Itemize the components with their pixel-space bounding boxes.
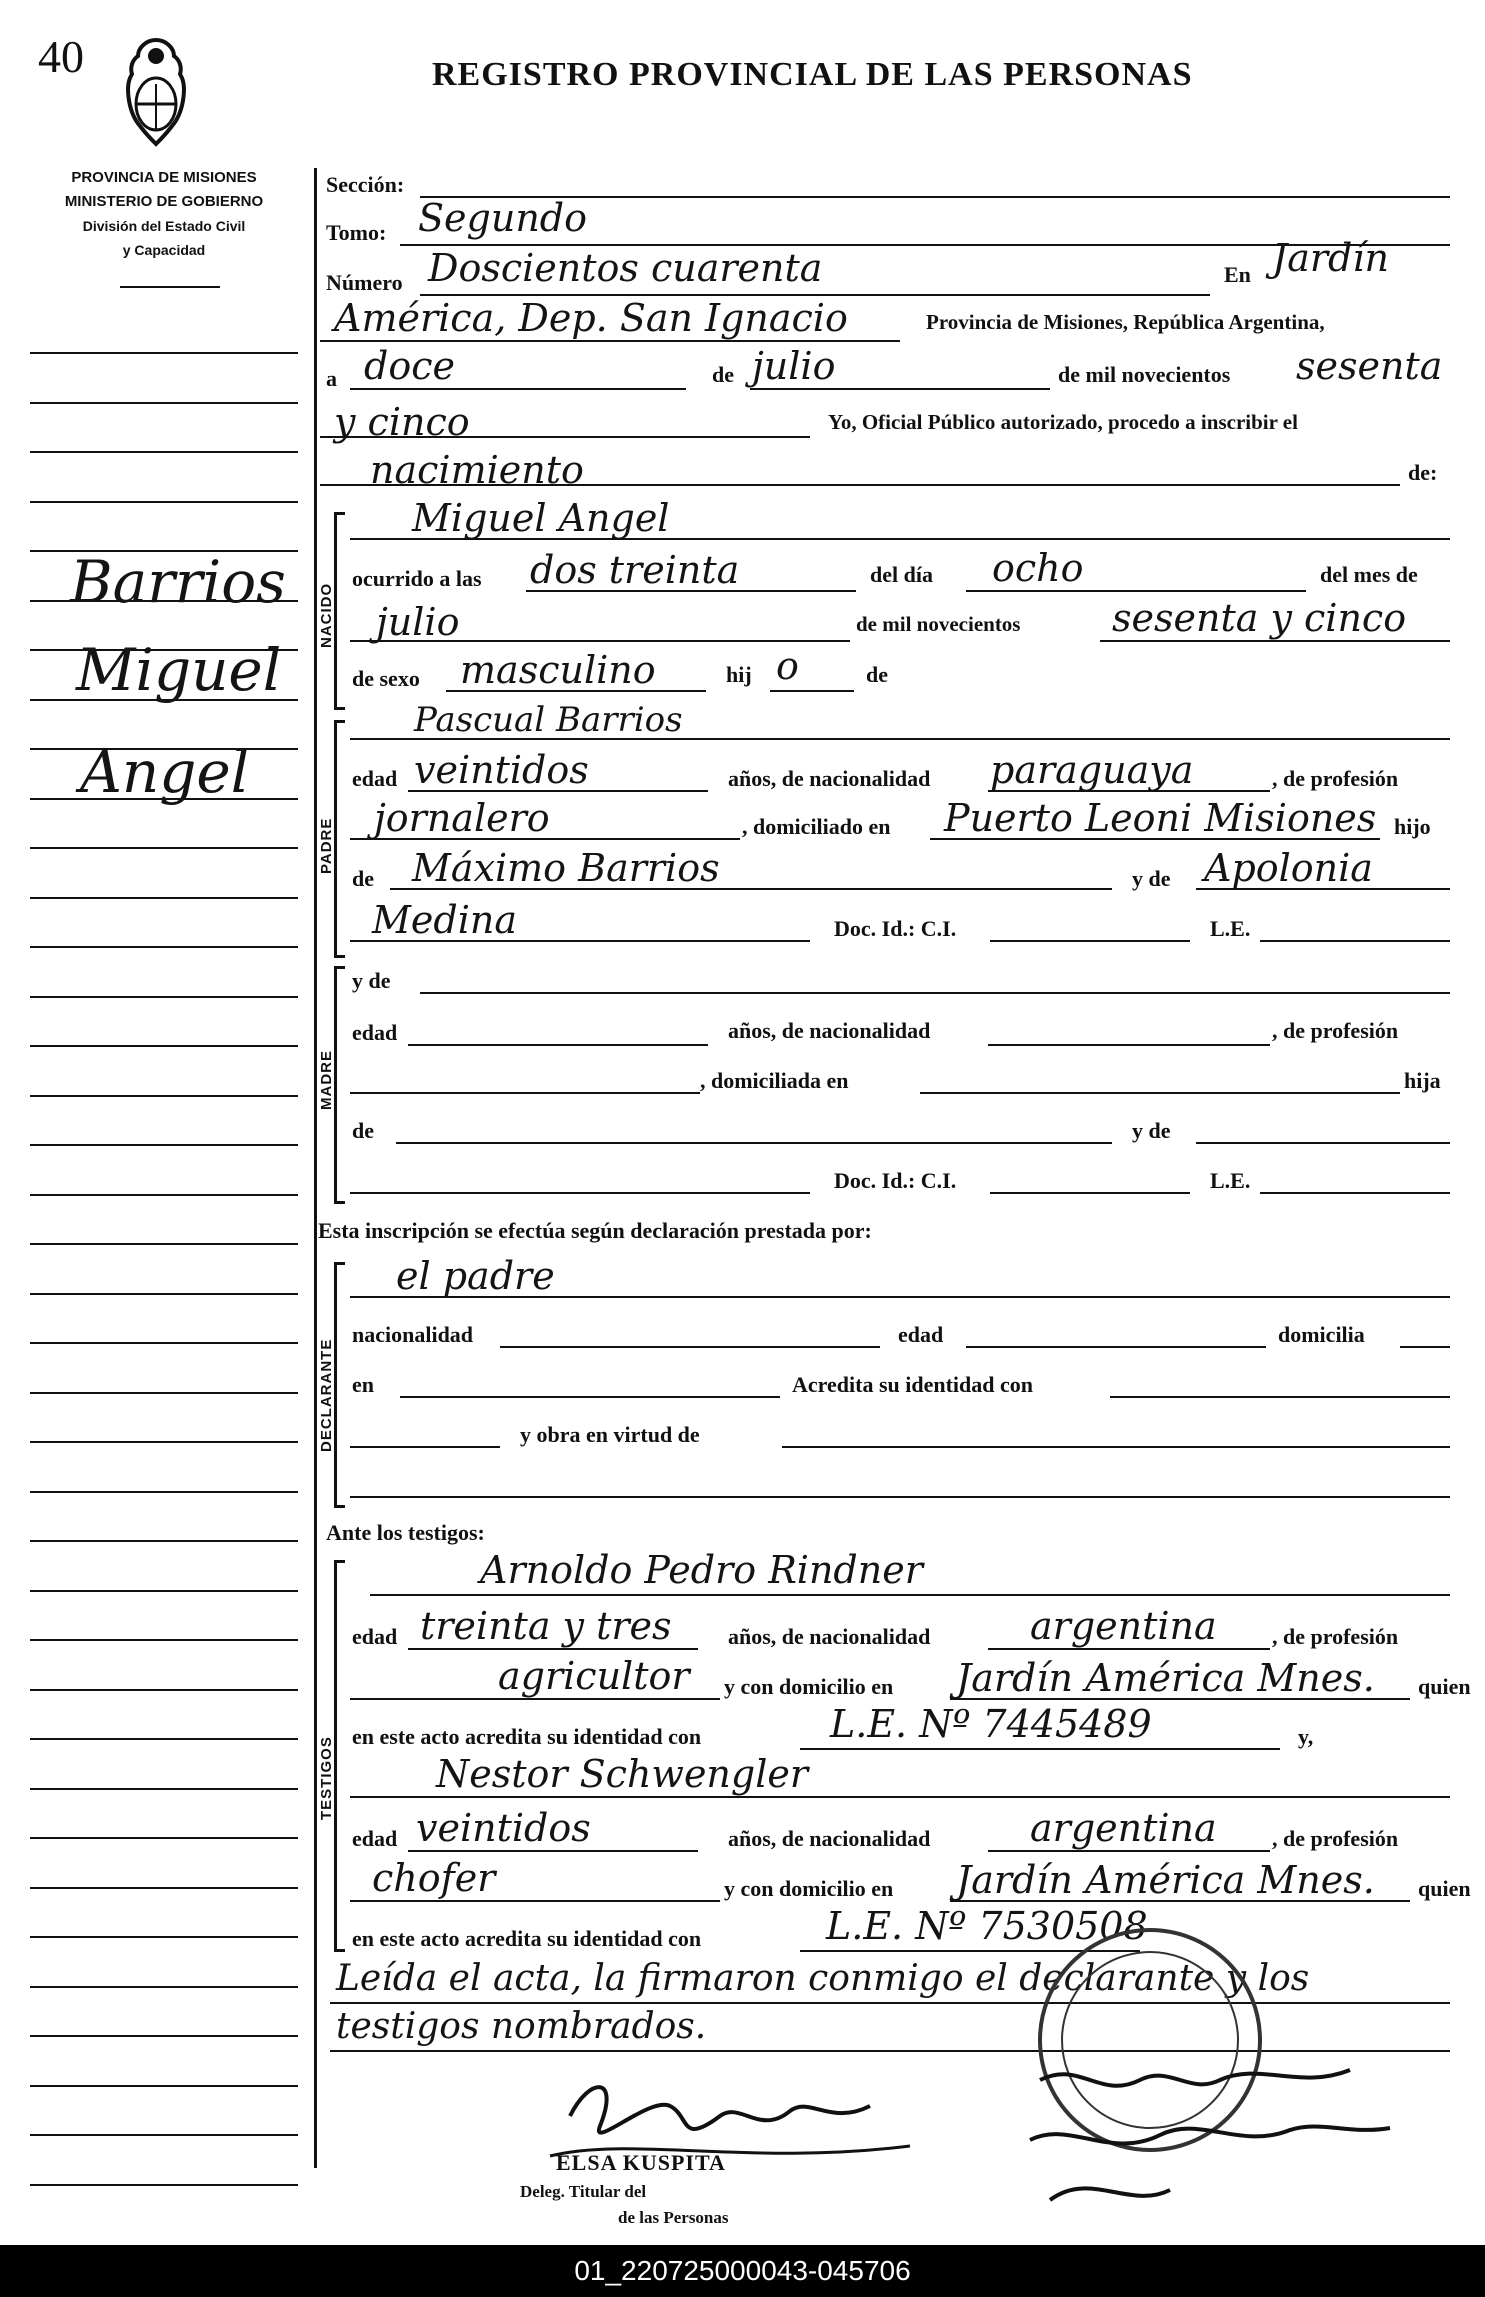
nacido-nombre-line bbox=[350, 538, 1450, 540]
margin-ruled-line bbox=[30, 1540, 298, 1542]
madre-le-label: L.E. bbox=[1210, 1168, 1251, 1193]
margin-ruled-line bbox=[30, 2035, 298, 2037]
margin-ruled-line bbox=[30, 897, 298, 899]
en-label: En bbox=[1224, 262, 1251, 287]
declarante-obra-label: y obra en virtud de bbox=[520, 1422, 700, 1447]
testigo-2-nac-label: años, de nacionalidad bbox=[728, 1826, 931, 1851]
abuela-1-value: Apolonia bbox=[1204, 846, 1373, 890]
margin-ruled-line bbox=[30, 1095, 298, 1097]
divider bbox=[120, 286, 220, 288]
nacido-dia-value: ocho bbox=[992, 546, 1084, 590]
testigo-2-prof: chofer bbox=[372, 1856, 496, 1900]
de-colon-label: de: bbox=[1408, 460, 1438, 485]
margin-ruled-line bbox=[30, 1491, 298, 1493]
declarante-dom-line bbox=[1400, 1346, 1450, 1348]
margin-ruled-line bbox=[30, 1243, 298, 1245]
padre-y-de-label: y de bbox=[1132, 866, 1171, 891]
org-line: MINISTERIO DE GOBIERNO bbox=[64, 193, 264, 210]
madre-abuela-2-line bbox=[350, 1192, 810, 1194]
testigo-2-quien-label: quien bbox=[1418, 1876, 1471, 1901]
dia-line bbox=[350, 388, 686, 390]
testigo-2-acredita-label: en este acto acredita su identidad con bbox=[352, 1926, 702, 1951]
seccion-label: Sección: bbox=[326, 172, 405, 197]
testigo-1-prof-label: , de profesión bbox=[1272, 1624, 1399, 1649]
declarante-obra-line bbox=[782, 1446, 1450, 1448]
declarante-en-line bbox=[400, 1396, 780, 1398]
anio-2-value: y cinco bbox=[334, 400, 470, 444]
abuelo-line bbox=[390, 888, 1112, 890]
padre-doc-line bbox=[990, 940, 1190, 942]
padre-de-label: de bbox=[352, 866, 374, 891]
document-title: REGISTRO PROVINCIAL DE LAS PERSONAS bbox=[432, 56, 1193, 93]
page-number: 40 bbox=[38, 31, 84, 82]
mil-novecientos-text: de mil novecientos bbox=[1058, 362, 1231, 387]
testigo-2-edad-line bbox=[408, 1850, 698, 1852]
madre-prof-line bbox=[350, 1092, 700, 1094]
testigo-1-edad-line bbox=[408, 1648, 698, 1650]
madre-section-label: MADRE bbox=[318, 1050, 335, 1110]
org-line: División del Estado Civil bbox=[82, 218, 246, 234]
madre-de-label: de bbox=[352, 1118, 374, 1143]
padre-bracket bbox=[334, 720, 345, 958]
margin-ruled-line bbox=[30, 402, 298, 404]
margin-ruled-line bbox=[30, 2134, 298, 2136]
hora-line bbox=[526, 590, 856, 592]
madre-doc-label: Doc. Id.: C.I. bbox=[834, 1168, 957, 1193]
padre-profesion-value: jornalero bbox=[374, 796, 550, 840]
margin-ruled-line bbox=[30, 1788, 298, 1790]
mes-value: julio bbox=[752, 344, 836, 388]
testigo-2-dom: Jardín América Mnes. bbox=[956, 1858, 1375, 1902]
madre-doc-line bbox=[990, 1192, 1190, 1194]
testigo-1-doc: L.E. Nº 7445489 bbox=[830, 1702, 1152, 1746]
testigo-2-doc: L.E. Nº 7530508 bbox=[826, 1904, 1148, 1948]
lugar-line bbox=[320, 340, 900, 342]
declarante-bracket bbox=[334, 1262, 345, 1508]
mes-line bbox=[750, 388, 1050, 390]
madre-dom-label: , domiciliada en bbox=[700, 1068, 849, 1093]
hij-value: o bbox=[776, 644, 799, 688]
padre-doc-label: Doc. Id.: C.I. bbox=[834, 916, 957, 941]
del-dia-label: del día bbox=[870, 562, 933, 587]
padre-section-label: PADRE bbox=[318, 817, 335, 874]
madre-edad-label: edad bbox=[352, 1020, 398, 1045]
declarante-nombre-line bbox=[350, 1296, 1450, 1298]
madre-edad-line bbox=[408, 1044, 708, 1046]
coat-of-arms-icon bbox=[122, 34, 190, 152]
margin-ruled-line bbox=[30, 1936, 298, 1938]
nacido-mil-label: de mil novecientos bbox=[856, 612, 1021, 636]
testigo-1-nac: argentina bbox=[1030, 1604, 1217, 1648]
madre-y-de-2-label: y de bbox=[1132, 1118, 1171, 1143]
nacido-anio-line bbox=[1100, 640, 1450, 642]
hij-label: hij bbox=[726, 662, 752, 687]
testigo-2-nombre: Nestor Schwengler bbox=[436, 1752, 809, 1796]
margin-ruled-line bbox=[30, 1045, 298, 1047]
madre-abuelo-line bbox=[396, 1142, 1112, 1144]
anio-line bbox=[320, 436, 810, 438]
testigo-2-edad-label: edad bbox=[352, 1826, 398, 1851]
madre-dom-line bbox=[920, 1092, 1400, 1094]
lugar-2-value: América, Dep. San Ignacio bbox=[334, 296, 848, 340]
org-line: PROVINCIA DE MISIONES bbox=[71, 169, 257, 186]
issuing-office bbox=[30, 166, 298, 262]
margin-ruled-line bbox=[30, 2184, 298, 2186]
margin-ruled-line bbox=[30, 1837, 298, 1839]
testigo-1-dom-line bbox=[950, 1698, 1410, 1700]
abuelo-value: Máximo Barrios bbox=[412, 846, 720, 890]
margin-second-name: Angel bbox=[80, 738, 250, 806]
testigo-2-nac-line bbox=[988, 1850, 1270, 1852]
de-label: de bbox=[712, 362, 734, 387]
margin-ruled-line bbox=[30, 352, 298, 354]
margin-first-name: Miguel bbox=[76, 636, 282, 704]
cierre-linea-1: Leída el acta, la firmaron conmigo el declarante y los bbox=[336, 1958, 1310, 1999]
margin-ruled-line bbox=[30, 1342, 298, 1344]
padre-nombre: Pascual Barrios bbox=[414, 700, 683, 740]
nacido-dia-line bbox=[966, 590, 1306, 592]
margin-ruled-line bbox=[30, 1590, 298, 1592]
margin-ruled-line bbox=[30, 1293, 298, 1295]
declarante-edad-label: edad bbox=[898, 1322, 944, 1347]
padre-dom-line bbox=[930, 838, 1380, 840]
testigo-1-dom-label: y con domicilio en bbox=[724, 1674, 894, 1699]
declarante-acredita-line bbox=[1110, 1396, 1450, 1398]
testigo-1-nombre: Arnoldo Pedro Rindner bbox=[480, 1548, 923, 1592]
officer-name: ELSA KUSPITA bbox=[556, 2150, 726, 2175]
a-label: a bbox=[326, 366, 337, 391]
margin-ruled-line bbox=[30, 1639, 298, 1641]
nacido-mes-line bbox=[350, 640, 850, 642]
oficial-text: Yo, Oficial Público autorizado, procedo a inscribir el bbox=[828, 410, 1298, 434]
numero-value: Doscientos cuarenta bbox=[428, 246, 823, 290]
testigo-1-nombre-line bbox=[370, 1594, 1450, 1596]
testigos-section-label: TESTIGOS bbox=[318, 1736, 335, 1820]
madre-abuela-line bbox=[1196, 1142, 1450, 1144]
lugar-1-value: Jardín bbox=[1272, 236, 1390, 280]
declarante-edad-line bbox=[966, 1346, 1266, 1348]
abuela-line bbox=[1196, 888, 1450, 890]
sexo-value: masculino bbox=[460, 648, 656, 692]
org-line: y Capacidad bbox=[122, 242, 206, 258]
margin-ruled-line bbox=[30, 1738, 298, 1740]
padre-nac-label: años, de nacionalidad bbox=[728, 766, 931, 791]
nacido-bracket bbox=[334, 512, 345, 710]
margin-ruled-line bbox=[30, 996, 298, 998]
ocurrido-label: ocurrido a las bbox=[352, 566, 482, 591]
testigo-2-nac: argentina bbox=[1030, 1806, 1217, 1850]
madre-bracket bbox=[334, 966, 345, 1204]
padre-edad-line bbox=[408, 790, 708, 792]
margin-ruled-line bbox=[30, 1392, 298, 1394]
margin-ruled-line bbox=[30, 1441, 298, 1443]
document-id-bar: 01_220725000043-045706 bbox=[0, 2245, 1485, 2297]
tomo-value: Segundo bbox=[418, 196, 587, 240]
padre-nacionalidad-value: paraguaya bbox=[990, 748, 1194, 792]
declarante-extra-line bbox=[350, 1496, 1450, 1498]
sexo-label: de sexo bbox=[352, 666, 420, 691]
sexo-line bbox=[446, 690, 706, 692]
officer-title-2: de las Personas bbox=[618, 2208, 729, 2227]
margin-ruled-line bbox=[30, 1689, 298, 1691]
declarante-nac-label: nacionalidad bbox=[352, 1322, 474, 1347]
nacido-section-label: NACIDO bbox=[318, 582, 335, 648]
declarante-intro: Esta inscripción se efectúa según declaración prestada por: bbox=[318, 1218, 872, 1243]
acto-value: nacimiento bbox=[370, 448, 584, 492]
testigo-1-y-label: y, bbox=[1298, 1724, 1314, 1749]
padre-prof-label: , de profesión bbox=[1272, 766, 1399, 791]
abuela-2-value: Medina bbox=[372, 898, 518, 942]
testigo-1-edad-label: edad bbox=[352, 1624, 398, 1649]
dia-value: doce bbox=[364, 344, 455, 388]
numero-label: Número bbox=[326, 270, 403, 295]
nacido-anio-value: sesenta y cinco bbox=[1112, 596, 1407, 640]
testigo-2-dom-label: y con domicilio en bbox=[724, 1876, 894, 1901]
testigo-1-edad: treinta y tres bbox=[420, 1604, 672, 1648]
main-vertical-rule bbox=[314, 168, 317, 2168]
hij-line bbox=[770, 690, 854, 692]
testigo-2-dom-line bbox=[950, 1900, 1410, 1902]
testigo-1-doc-line bbox=[800, 1748, 1280, 1750]
cierre-linea-2: testigos nombrados. bbox=[336, 2006, 707, 2047]
padre-prof-line bbox=[350, 838, 740, 840]
anio-1-value: sesenta bbox=[1296, 344, 1443, 388]
padre-nac-line bbox=[988, 790, 1270, 792]
madre-prof-label: , de profesión bbox=[1272, 1018, 1399, 1043]
hora-value: dos treinta bbox=[530, 548, 740, 592]
declarante-obra-pre-line bbox=[350, 1446, 500, 1448]
testigo-1-prof-line bbox=[350, 1698, 720, 1700]
testigo-1-prof: agricultor bbox=[498, 1654, 690, 1698]
margin-ruled-line bbox=[30, 501, 298, 503]
testigo-2-prof-line bbox=[350, 1900, 720, 1902]
testigo-1-quien-label: quien bbox=[1418, 1674, 1471, 1699]
officer-title-1: Deleg. Titular del bbox=[520, 2182, 647, 2201]
margin-ruled-line bbox=[30, 1194, 298, 1196]
margin-ruled-line bbox=[30, 1144, 298, 1146]
margin-ruled-line bbox=[30, 2085, 298, 2087]
testigo-1-dom: Jardín América Mnes. bbox=[956, 1656, 1375, 1700]
nacido-nombre: Miguel Angel bbox=[412, 496, 670, 540]
nacido-de-label: de bbox=[866, 662, 888, 687]
abuela-2-line bbox=[350, 940, 810, 942]
madre-le-line bbox=[1260, 1192, 1450, 1194]
testigo-1-nac-label: años, de nacionalidad bbox=[728, 1624, 931, 1649]
padre-dom-label: , domiciliado en bbox=[742, 814, 891, 839]
testigo-2-prof-label: , de profesión bbox=[1272, 1826, 1399, 1851]
madre-nac-line bbox=[988, 1044, 1270, 1046]
madre-y-de-label: y de bbox=[352, 968, 391, 993]
madre-nac-label: años, de nacionalidad bbox=[728, 1018, 931, 1043]
declarante-section-label: DECLARANTE bbox=[318, 1338, 335, 1452]
tomo-label: Tomo: bbox=[326, 220, 387, 245]
testigo-1-acredita-label: en este acto acredita su identidad con bbox=[352, 1724, 702, 1749]
padre-domicilio-value: Puerto Leoni Misiones bbox=[944, 796, 1377, 840]
padre-edad-label: edad bbox=[352, 766, 398, 791]
madre-hija-label: hija bbox=[1404, 1068, 1441, 1093]
del-mes-label: del mes de bbox=[1320, 562, 1418, 587]
declarante-nac-line bbox=[500, 1346, 880, 1348]
margin-ruled-line bbox=[30, 946, 298, 948]
margin-ruled-line bbox=[30, 451, 298, 453]
testigo-1-nac-line bbox=[988, 1648, 1270, 1650]
declarant-signature-icon bbox=[1020, 2050, 1400, 2230]
testigo-2-nombre-line bbox=[350, 1796, 1450, 1798]
declarante-acredita-label: Acredita su identidad con bbox=[792, 1372, 1034, 1397]
madre-nombre-line bbox=[420, 992, 1450, 994]
declarante-en-label: en bbox=[352, 1372, 374, 1397]
nacido-mes-value: julio bbox=[376, 600, 460, 644]
margin-ruled-line bbox=[30, 1986, 298, 1988]
declarante-dom-label: domicilia bbox=[1278, 1322, 1365, 1347]
testigos-intro: Ante los testigos: bbox=[326, 1520, 485, 1545]
testigos-bracket bbox=[334, 1560, 345, 1952]
margin-surname: Barrios bbox=[70, 548, 286, 616]
padre-le-line bbox=[1260, 940, 1450, 942]
declarante-nombre: el padre bbox=[396, 1254, 555, 1298]
padre-le-label: L.E. bbox=[1210, 916, 1251, 941]
testigo-2-edad: veintidos bbox=[416, 1806, 591, 1850]
margin-ruled-line bbox=[30, 847, 298, 849]
padre-hijo-label: hijo bbox=[1394, 814, 1431, 839]
margin-ruled-line bbox=[30, 1887, 298, 1889]
provincia-text: Provincia de Misiones, República Argentina, bbox=[926, 310, 1325, 334]
padre-edad-value: veintidos bbox=[414, 748, 589, 792]
padre-nombre-line bbox=[350, 738, 1450, 740]
acto-line bbox=[320, 484, 1400, 486]
